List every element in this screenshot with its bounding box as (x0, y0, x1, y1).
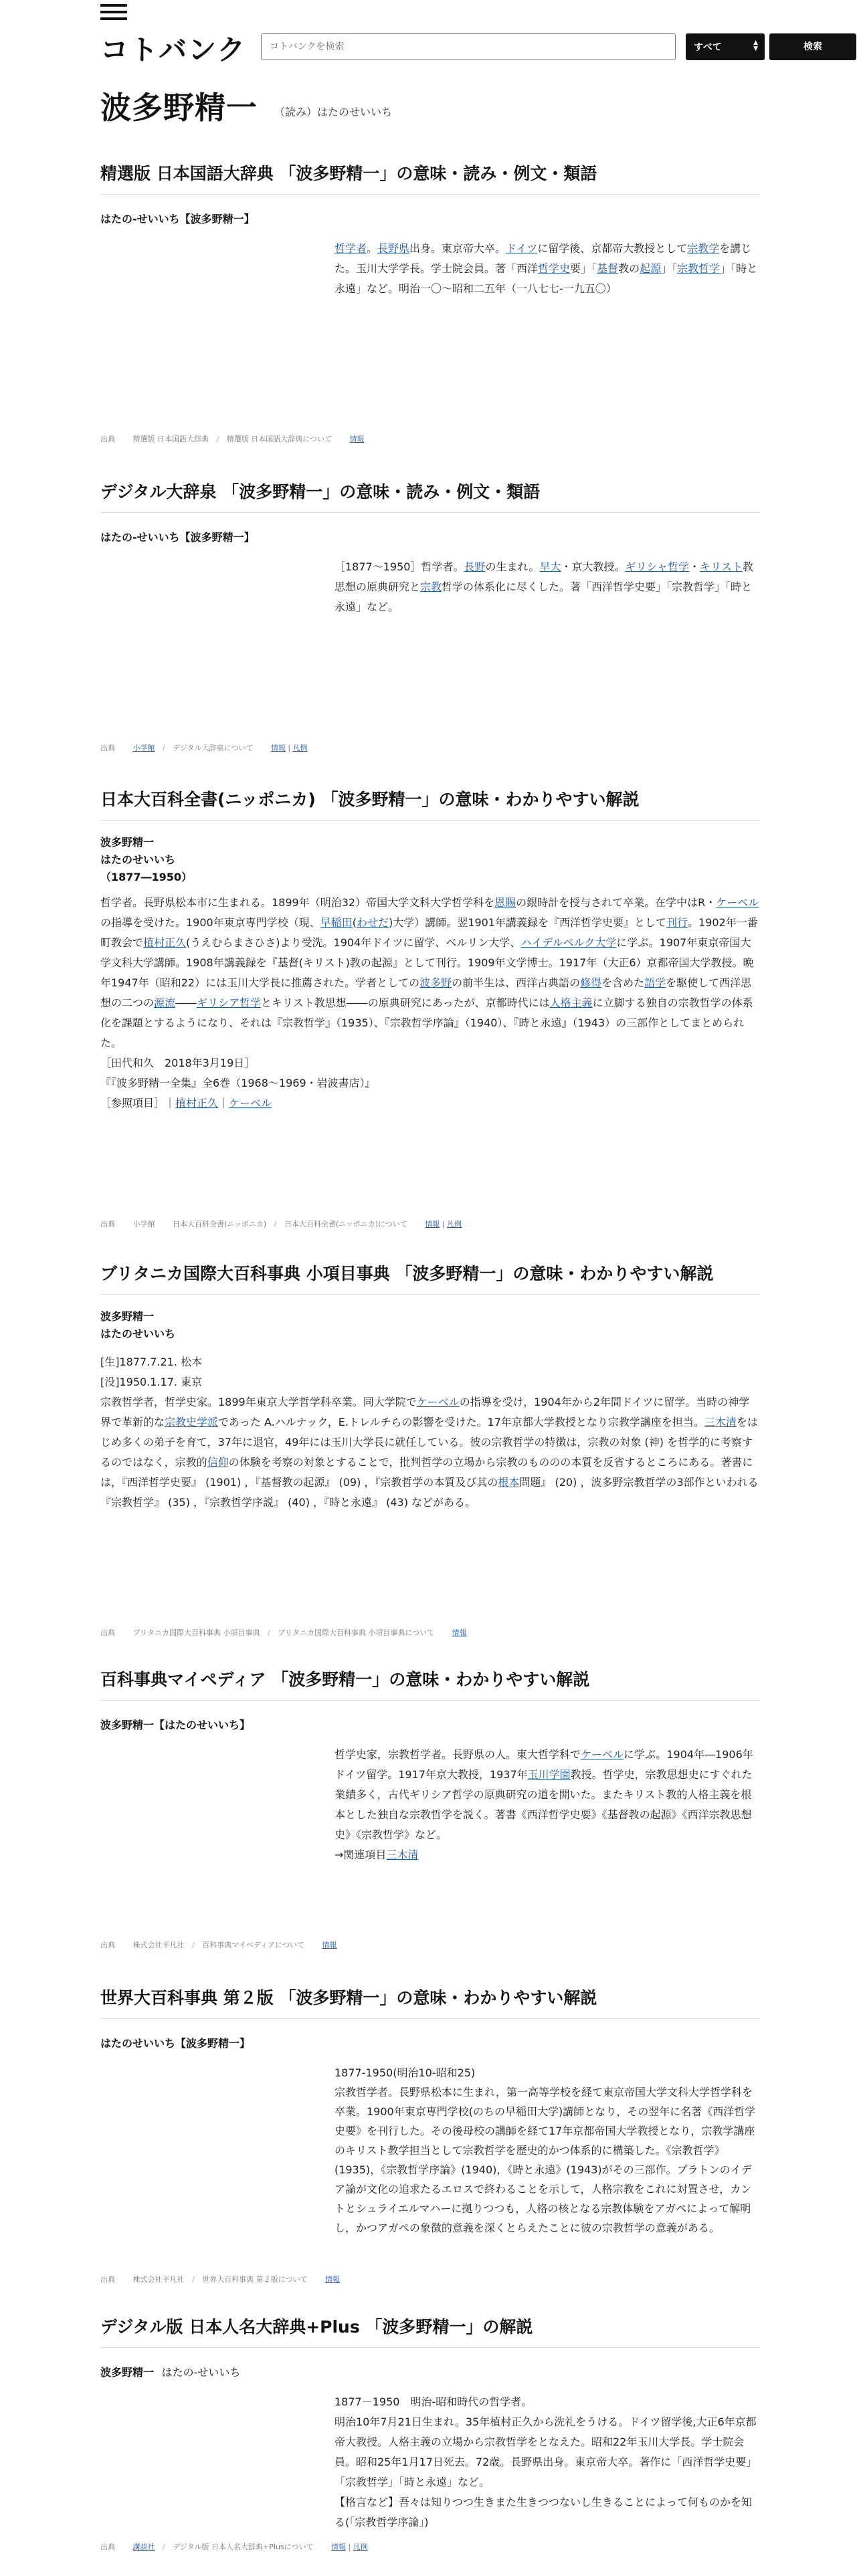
source-name: ブリタニカ国際大百科事典 小項目事典 (132, 1628, 260, 1637)
inline-link[interactable]: 早大 (539, 560, 561, 573)
entry-source: 出典 講談社 / デジタル版 日本人名大辞典+Plusについて 情報 | 凡例 (100, 2543, 368, 2551)
page-title: 波多野精一 (100, 90, 258, 126)
paragraph (100, 1073, 760, 1093)
entry-source: 出典 株式会社平凡社 / 世界大百科事典 第２版について 情報 (100, 2275, 340, 2284)
inline-link[interactable]: ハイデルベルク大学 (520, 936, 617, 949)
headword-reading: はたのせいいち (100, 853, 176, 866)
inline-link[interactable]: 長野 (464, 560, 486, 573)
source-about-link[interactable]: 百科事典マイペディアについて (202, 1941, 304, 1949)
entry-body (335, 2392, 760, 2533)
entry-body (100, 893, 760, 1093)
site-logo[interactable]: コトバンク (100, 33, 247, 66)
body-text: の指導を受け，1904年から2年間ドイツに留学。当時の神学界で革新的な (100, 1396, 750, 1428)
inline-link[interactable]: ドイツ (506, 242, 538, 255)
dictionary-entry (100, 786, 760, 1113)
entry-body (100, 1352, 760, 1513)
inline-link[interactable]: 三木清 (704, 1416, 737, 1428)
body-text: 要」「 (570, 262, 597, 275)
inline-link[interactable]: ケーベル (716, 896, 759, 909)
inline-link[interactable]: 宗教哲学 (677, 262, 721, 275)
page-reading: （読み）はたのせいいち (274, 106, 393, 118)
paragraph (335, 2082, 760, 2238)
body-text: をはじめ多くの弟子を育て，37年に退官，49年には玉川大学長に就任している。彼の宗教哲学の特徴は，宗教の対象 (神) を哲学的に考察するのではなく，宗教的 (100, 1416, 758, 1469)
source-separator: | (348, 2543, 351, 2551)
entry-headword: はたのせいいち【波多野精一】 (100, 2037, 251, 2050)
source-publisher: 株式会社平凡社 (132, 2275, 185, 2284)
body-text: 教思想の原典研究と (335, 560, 753, 593)
body-text: 1877－1950 明治-昭和時代の哲学者。 (335, 2395, 533, 2408)
source-separator: | (442, 1220, 445, 1228)
body-text: に留学後、京都帝大教授として (537, 242, 688, 255)
headword-name: 波多野精一 (100, 836, 155, 849)
source-info-link[interactable]: 情報 (322, 1941, 337, 1949)
entry-headword (100, 834, 760, 886)
body-text: 。1902年一番町教会で (100, 916, 758, 949)
source-prefix: 出典 (100, 2543, 115, 2551)
search-input[interactable] (261, 33, 676, 60)
paragraph (335, 557, 760, 617)
headword-name: 波多野精一 (100, 2366, 155, 2379)
paragraph (335, 1845, 760, 1865)
source-info-link[interactable]: 情報 (330, 2543, 346, 2551)
entry-title: ブリタニカ国際大百科事典 小項目事典 「波多野精一」の意味・わかりやすい解説 (100, 1261, 760, 1295)
body-text: 宗教哲学者。長野県松本に生まれ，第一高等学校を経て東京帝国大学文科大学哲学科を卒業。1900年東京専門学校(のちの早稲田大学)講師となり，その翌年に名著《西洋哲学史要》を刊行した。その後母校の講師を経て17年京都帝国大学教授となり，宗教学講座のキリスト教学担当として宗教哲学を歴史的かつ体系的に構築した。《宗教哲学》(1935)，《宗教哲学序論》(1940)，《時と永遠》(1943)がその三部作。プラトンのイデア論が文化の追求たるエロスで終わることを示して，人格宗教をこれに対置させ，カントとシュライエルマハーに拠りつつも，人格の核となる宗教体験をアガペによって解明し，かつアガペの象徴的意義を深くとらえたことに彼の宗教哲学の意義がある。 (335, 2086, 756, 2234)
dictionary-entry (100, 1667, 760, 1865)
dictionary-entry (100, 1985, 760, 2238)
inline-link[interactable]: わせだ (357, 916, 389, 929)
body-text: 宗教哲学者，哲学史家。1899年東京大学哲学科卒業。同大学院で (100, 1396, 417, 1408)
body-text: 『『波多野精一全集』全6巻（1968～1969・岩波書店）』 (100, 1077, 376, 1089)
paragraph (335, 1745, 760, 1845)
entry-title: 精選版 日本国語大辞典 「波多野精一」の意味・読み・例文・類語 (100, 160, 760, 195)
inline-link[interactable]: 恩賜 (494, 896, 516, 909)
inline-link[interactable]: 刊行 (666, 916, 688, 929)
paragraph (335, 2412, 760, 2492)
body-text: 問題』 (20) ，波多野宗教哲学の3部作といわれる『宗教哲学』 (35) ，『宗教哲学序説』 (40) ，『時と永遠』 (43) などがある。 (100, 1476, 759, 1509)
source-info-link[interactable]: 情報 (349, 435, 365, 443)
dictionary-entry (100, 479, 760, 617)
paragraph (100, 893, 760, 1053)
entry-source: 出典 株式会社平凡社 / 百科事典マイペディアについて 情報 (100, 1941, 337, 1949)
entry-headword: 波多野精一【はたのせいいち】 (100, 1719, 251, 1731)
source-info-link[interactable]: 情報 (325, 2275, 340, 2284)
entry-title: 日本大百科全書(ニッポニカ) 「波多野精一」の意味・わかりやすい解説 (100, 786, 760, 821)
inline-link[interactable]: 基督 (597, 262, 619, 275)
inline-link[interactable]: ギリシャ哲学 (625, 560, 690, 573)
inline-link[interactable]: 信仰 (207, 1456, 229, 1469)
body-text: 出身。東京帝大卒。 (409, 242, 506, 255)
source-info-link[interactable]: 情報 (425, 1220, 440, 1228)
dictionary-entry (100, 1261, 760, 1513)
body-text: 哲学の体系化に尽くした。著「西洋哲学史要」「宗教哲学」「時と永遠」など。 (335, 580, 753, 613)
body-text: ( (352, 916, 357, 929)
body-text: に学ぶ。1907年東京帝国大学文科大学講師。1908年講義録を『基督(キリスト)教の起源』として刊行。1909年文学博士。1917年（大正6）京都帝国大学教授。晩年1947年（昭和22）には玉川大学長に推薦された。学者としての (100, 936, 754, 989)
entry-source: 出典 精選版 日本国語大辞典 / 精選版 日本国語大辞典について 情報 (100, 435, 365, 443)
source-name: 精選版 日本国語大辞典 (132, 435, 209, 443)
body-text: であった A.ハルナック，E.トレルチらの影響を受けた。17年京都大学教授となり宗教学講座を担当。 (218, 1416, 704, 1428)
body-text: に学ぶ。1904年―1906年ドイツ留学。1917年京大教授，1937年 (335, 1748, 753, 1781)
search-scope-select[interactable] (686, 33, 765, 60)
headword-name: 波多野精一 (100, 1310, 155, 1323)
paragraph (335, 2392, 760, 2412)
paragraph (100, 1372, 760, 1392)
headword-reading: はたのせいいち (100, 1327, 176, 1340)
inline-link[interactable]: 植村正久 (143, 936, 187, 949)
inline-link[interactable]: 人格主義 (549, 996, 593, 1009)
headword-reading: はたの-せいいち (161, 2366, 241, 2379)
inline-link[interactable]: 長野県 (377, 242, 410, 255)
source-separator: | (288, 744, 291, 752)
body-text: の前半生は、西洋古典語の (452, 976, 581, 989)
paragraph (100, 1392, 760, 1513)
entry-body (335, 239, 760, 299)
inline-link[interactable]: ケーベル (229, 1097, 272, 1109)
entry-title: 百科事典マイペディア 「波多野精一」の意味・わかりやすい解説 (100, 1667, 760, 1701)
inline-link[interactable]: 語学 (644, 976, 666, 989)
source-info-link[interactable]: 情報 (270, 744, 286, 752)
body-text: [生]1877.7.21. 松本 (100, 1356, 203, 1368)
inline-link[interactable]: ケーベル (581, 1748, 624, 1761)
inline-link[interactable]: 宗教 (420, 580, 442, 593)
body-text: ・京大教授。 (561, 560, 626, 573)
body-text: ［1877～1950］哲学者。 (335, 560, 464, 573)
source-versions-link[interactable]: 凡例 (447, 1220, 462, 1228)
source-publisher: 株式会社平凡社 (132, 1941, 185, 1949)
inline-link[interactable]: ケーベル (416, 1396, 460, 1408)
body-text: 教の (618, 262, 640, 275)
body-text: の生まれ。 (485, 560, 540, 573)
body-text: とキリスト教思想――の原典研究にあったが、京都時代には (261, 996, 550, 1009)
source-prefix: 出典 (100, 744, 115, 752)
body-text: の指導を受けた。1900年東京専門学校（現、 (100, 916, 320, 929)
body-text: 哲学史家，宗教哲学者。長野県の人。東大哲学科で (335, 1748, 581, 1761)
body-text: [没]1950.1.17. 東京 (100, 1376, 203, 1388)
menu-icon[interactable] (100, 4, 127, 20)
inline-link[interactable]: 三木清 (386, 1848, 419, 1861)
inline-link[interactable]: 玉川学園 (527, 1768, 571, 1781)
paragraph (100, 1053, 760, 1073)
body-text: (うえむらまさひさ)より受洗。1904年ドイツに留学、ベルリン大学、 (186, 936, 521, 949)
headword-years: （1877―1950） (100, 871, 193, 883)
paragraph (335, 239, 760, 299)
body-text: 明治10年7月21日生まれ。35年植村正久から洗礼をうける。ドイツ留学後,大正6年京都帝大教授。人格主義の立場から宗教哲学をとなえた。昭和22年玉川大学長。学士院会員。昭和25年1月17日死去。72歳。長野県出身。東京帝大卒。著作に「西洋哲学史要」「宗教哲学」「時と永遠」など。 (335, 2416, 757, 2488)
source-prefix: 出典 (100, 2275, 115, 2284)
body-text: )大学）講師。翌1901年講義録を『西洋哲学史要』として (389, 916, 666, 929)
entry-source: 出典 小学館 / デジタル大辞泉について 情報 | 凡例 (100, 744, 308, 752)
body-text: を含めた (601, 976, 645, 989)
source-prefix: 出典 (100, 1628, 115, 1637)
inline-link[interactable]: 源流 (154, 996, 176, 1009)
body-text: 教授。哲学史，宗教思想史にすぐれた業績多く，古代ギリシア哲学の原典研究の道を開いた。またキリスト教的人格主義を根本とした独自な宗教哲学を説く。著書《西洋哲学史要》《基督教の起源》《西洋宗教思想史》《宗教哲学》など。 (335, 1768, 753, 1841)
source-about-link[interactable]: 日本大百科全書(ニッポニカ)について (284, 1220, 407, 1228)
body-text: 。 (367, 242, 378, 255)
body-text: に立脚する独自の宗教哲学の体系化を課題とするようになり、それは『宗教哲学』（1935）、『宗教哲学序論』（1940）、『時と永遠』（1943）の三部作としてまとめられた。 (100, 996, 753, 1049)
entry-title: 世界大百科事典 第２版 「波多野精一」の意味・わかりやすい解説 (100, 1985, 760, 2019)
body-text: の体験を考察の対象とすることで，批判哲学の立場から宗教のもののの本質を反省するところにある。著書には，『西洋哲学史要』 (1901) ，『基督教の起源』 (09) ，『宗教哲学の本質及び其の (100, 1456, 753, 1489)
body-text: ｜ (218, 1097, 229, 1109)
inline-link[interactable]: 宗教史学派 (165, 1416, 219, 1428)
source-publisher-link[interactable]: 小学館 (132, 744, 155, 752)
inline-link[interactable]: 早稲田 (320, 916, 353, 929)
inline-link[interactable]: 根本 (498, 1476, 520, 1489)
entry-headword (100, 1308, 760, 1343)
entry-title: デジタル大辞泉 「波多野精一」の意味・読み・例文・類語 (100, 479, 760, 513)
select-arrows-icon: ▲ ▼ (753, 39, 758, 52)
entry-headword: はたの‐せいいち【波多野精一】 (100, 213, 255, 225)
body-text: 【格言など】吾々は知りつつ生きまた生きつつないし生きることによって何ものかを知る(「宗教哲学序論」) (335, 2496, 753, 2529)
entry-references (100, 1093, 760, 1113)
paragraph (335, 2063, 760, 2082)
inline-link[interactable]: キリスト (700, 560, 743, 573)
dictionary-entry (100, 160, 760, 299)
entry-body (335, 2063, 760, 2238)
source-about-link[interactable]: 精選版 日本国語大辞典について (226, 435, 332, 443)
source-info-link[interactable]: 情報 (452, 1628, 467, 1637)
entry-headword: はたの‐せいいち【波多野精一】 (100, 531, 255, 544)
source-publisher-link[interactable]: 講談社 (132, 2543, 155, 2551)
dictionary-entry (100, 2314, 760, 2533)
inline-link[interactable]: ギリシア哲学 (197, 996, 262, 1009)
body-text: ［田代和久 2018年3月19日］ (100, 1057, 256, 1069)
body-text: →関連項目 (335, 1848, 387, 1861)
body-text: を講じた。玉川大学学長。学士院会員。著「西洋 (335, 242, 752, 275)
entry-body (335, 557, 760, 617)
inline-link[interactable]: 修得 (580, 976, 602, 989)
entry-title: デジタル版 日本人名大辞典+Plus 「波多野精一」の解説 (100, 2314, 760, 2348)
entry-headword (100, 2364, 760, 2381)
body-text: の銀時計を授与されて卒業。在学中はR・ (516, 896, 717, 909)
source-publisher-link[interactable]: 小学館 (132, 1220, 155, 1228)
inline-link[interactable]: 植村正久 (175, 1097, 219, 1109)
inline-link[interactable]: 起源 (640, 262, 662, 275)
source-prefix: 出典 (100, 1220, 115, 1228)
search-scope-label: すべて (694, 42, 722, 53)
body-text: を駆使して西洋思想の二つの (100, 976, 752, 1009)
source-versions-link[interactable]: 凡例 (292, 744, 308, 752)
body-text: 哲学者。長野県松本市に生まれる。1899年（明治32）帝国大学文科大学哲学科を (100, 896, 495, 909)
source-about-link[interactable]: 世界大百科事典 第２版について (202, 2275, 308, 2284)
source-name: 日本大百科全書(ニッポニカ) (173, 1220, 267, 1228)
paragraph (100, 1352, 760, 1372)
inline-link[interactable]: 宗教学 (687, 242, 720, 255)
search-button[interactable]: 検索 (769, 33, 856, 60)
body-text: ｜ (165, 1097, 176, 1109)
source-about-link[interactable]: デジタル大辞泉について (173, 744, 254, 752)
body-text: ・ (689, 560, 700, 573)
inline-link[interactable]: 哲学史 (538, 262, 571, 275)
source-about-link[interactable]: ブリタニカ国際大百科事典 小項目事典について (278, 1628, 435, 1637)
inline-link[interactable]: 波多野 (419, 976, 452, 989)
body-text: ―― (175, 996, 197, 1009)
source-prefix: 出典 (100, 435, 115, 443)
body-text: ［参照項目］ (100, 1097, 165, 1109)
body-text: 1877‐1950(明治10‐昭和25) (335, 2066, 476, 2079)
source-versions-link[interactable]: 凡例 (353, 2543, 368, 2551)
source-about-link[interactable]: デジタル版 日本人名大辞典+Plusについて (173, 2543, 314, 2551)
inline-link[interactable]: 哲学者 (335, 242, 367, 255)
body-text: 」「 (661, 262, 678, 275)
entry-source: 出典 ブリタニカ国際大百科事典 小項目事典 / ブリタニカ国際大百科事典 小項目事典について 情報 (100, 1628, 467, 1637)
body-text: 」「時と永遠」など。明治一〇～昭和二五年（一八七七‐一九五〇） (335, 262, 758, 295)
paragraph (335, 2492, 760, 2533)
entry-source: 出典 小学館 日本大百科全書(ニッポニカ) / 日本大百科全書(ニッポニカ)について 情報 | 凡例 (100, 1220, 462, 1228)
entry-body (335, 1745, 760, 1865)
source-prefix: 出典 (100, 1941, 115, 1949)
